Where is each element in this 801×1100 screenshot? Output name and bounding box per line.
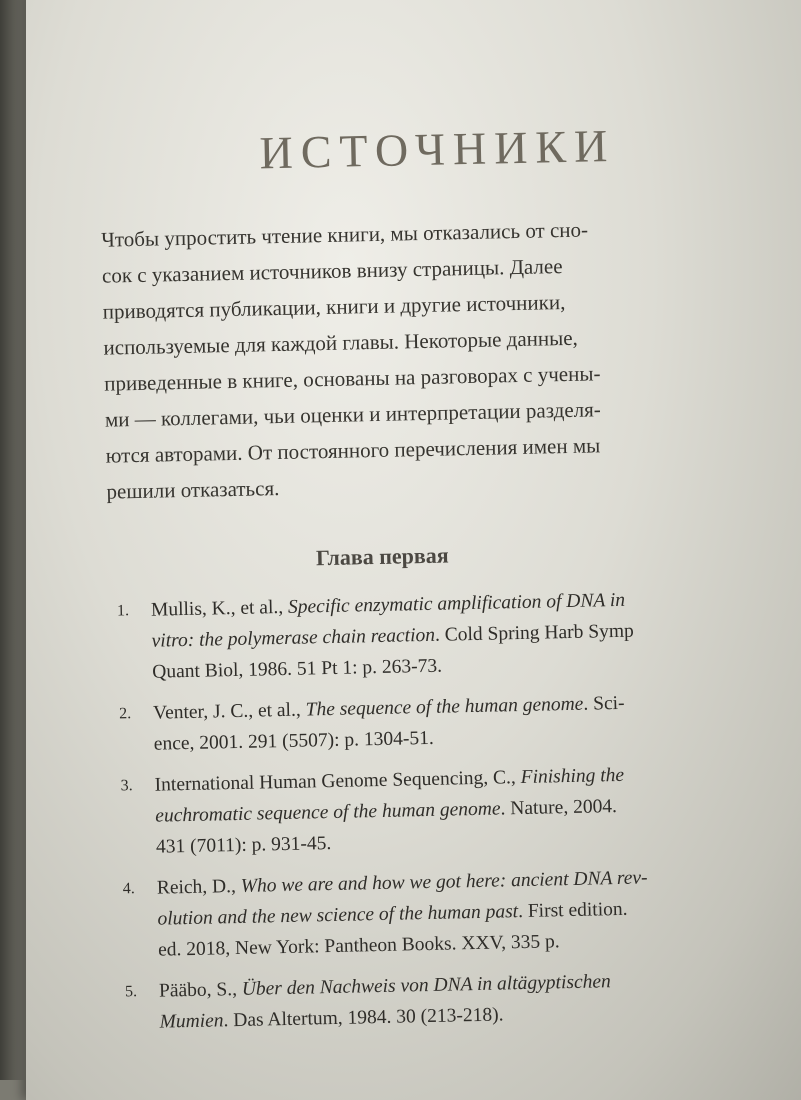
reference-number: 2.	[118, 705, 132, 723]
reference-title: Finishing the	[520, 764, 625, 789]
reference-authors: Venter, J. C., et al.,	[152, 699, 306, 724]
page-content	[84, 0, 746, 1070]
intro-line: приводятся публикации, книги и другие источники,	[102, 289, 566, 324]
reference-item	[117, 582, 759, 688]
reference-authors: Pääbo, S.,	[158, 978, 243, 1002]
reference-source: . Das Altertum, 1984. 30 (213-218).	[223, 1004, 504, 1032]
intro-line: ми — коллегами, чьи оценки и интерпретации разделя-	[104, 397, 602, 432]
reference-item	[119, 685, 760, 760]
intro-line: сок с указанием источников внизу страницы. Далее	[101, 254, 563, 288]
chapter-heading: Глава первая	[315, 542, 449, 571]
reference-number: 5.	[124, 983, 138, 1001]
reference-source: . First edition.	[517, 898, 628, 923]
reference-title: Specific enzymatic amplification of DNA in	[287, 589, 626, 618]
reference-title: vitro: the polymerase chain reaction	[151, 624, 436, 652]
reference-title: Who we are and how we got here: ancient DNA rev-	[240, 867, 648, 897]
reference-authors: International Human Genome Sequencing, C.,	[154, 767, 521, 796]
reference-item	[123, 860, 765, 966]
reference-title: Mumien	[159, 1010, 224, 1033]
reference-number: 1.	[116, 602, 130, 620]
reference-source: . Nature, 2004.	[500, 796, 618, 820]
reference-line: ed. 2018, New York: Pantheon Books. XXV, 335 p.	[157, 931, 560, 961]
reference-title: The sequence of the human genome	[305, 693, 584, 721]
reference-list	[117, 582, 766, 1048]
reference-title: Über den Nachweis von DNA in altägyptischen	[241, 971, 611, 1000]
intro-paragraph	[101, 209, 717, 510]
reference-authors: Mullis, K., et al.,	[150, 596, 289, 621]
intro-line: приведенные в книге, основаны на разговорах с учены-	[103, 361, 601, 396]
reference-title: euchromatic sequence of the human genome	[155, 798, 501, 827]
book-page	[26, 0, 801, 1100]
reference-line: ence, 2001. 291 (5507): p. 1304-51.	[153, 727, 434, 755]
reference-number: 3.	[120, 777, 133, 795]
intro-line: Чтобы упростить чтение книги, мы отказались от сно-	[100, 217, 589, 252]
reference-authors: Reich, D.,	[156, 875, 241, 899]
reference-source: . Cold Spring Harb Symp	[434, 620, 634, 646]
reference-title: olution and the new science of the human past	[157, 901, 519, 930]
page-title: ИСТОЧНИКИ	[259, 119, 616, 179]
reference-source: . Sci-	[583, 692, 625, 715]
reference-number: 4.	[122, 880, 136, 898]
reference-line: Quant Biol, 1986. 51 Pt 1: p. 263-73.	[152, 655, 443, 683]
intro-line: ются авторами. От постоянного перечисления имен мы	[105, 433, 601, 468]
reference-item	[125, 963, 766, 1038]
intro-line: решили отказаться.	[106, 476, 280, 504]
reference-line: 431 (7011): p. 931-45.	[155, 833, 332, 858]
intro-line: используемые для каждой главы. Некоторые данные,	[103, 325, 579, 360]
reference-item	[120, 757, 762, 863]
